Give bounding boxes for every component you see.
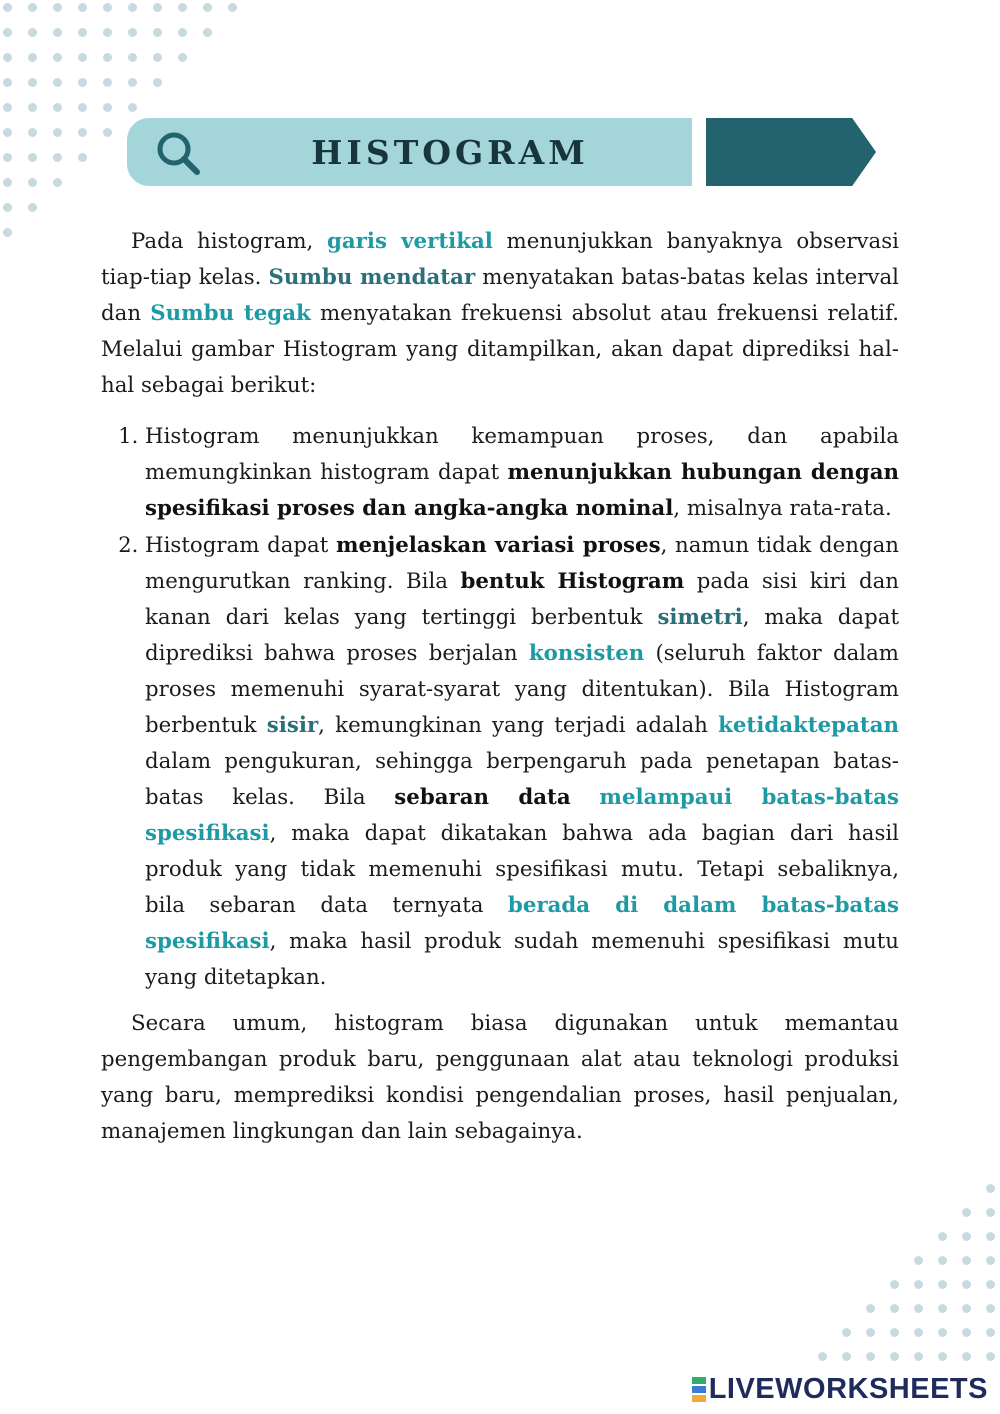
decorative-dot: [938, 1304, 947, 1313]
decorative-dot: [938, 1232, 947, 1241]
decorative-dot: [3, 153, 12, 162]
decorative-dot: [962, 1328, 971, 1337]
bold-term: bentuk Histogram: [460, 569, 685, 594]
decorative-dot: [962, 1232, 971, 1241]
prediction-list: [101, 418, 899, 996]
decorative-dot: [53, 3, 62, 12]
decorative-dot: [103, 53, 112, 62]
decorative-dot: [103, 3, 112, 12]
highlight-term: berada di dalam batas-batas spesifikasi: [145, 893, 899, 954]
decorative-dot: [78, 128, 87, 137]
decorative-dot: [128, 28, 137, 37]
decorative-dot: [78, 53, 87, 62]
decorative-dot: [890, 1328, 899, 1337]
list-item: 1. Histogram menunjukkan kemampuan proses, dan apabila memungkinkan histogram dapat menunjukkan hubungan dengan spesifikasi proses dan angka-angka nominal, misalnya rata-rata.: [145, 418, 899, 527]
decorative-dot: [890, 1304, 899, 1313]
decorative-dot: [962, 1256, 971, 1265]
decorative-dot: [28, 78, 37, 87]
liveworksheets-logo: [692, 1372, 988, 1406]
decorative-dot: [28, 128, 37, 137]
highlight-term: Sumbu mendatar: [268, 265, 476, 290]
decorative-dot: [986, 1328, 995, 1337]
intro-paragraph: Pada histogram, garis vertikal menunjukkan banyaknya observasi tiap-tiap kelas. Sumbu mendatar menyatakan batas-batas kelas interval dan Sumbu tegak menyatakan frekuensi absolut atau frekuensi relatif. Melalui gambar Histogram yang ditampilkan, akan dapat diprediksi hal-hal sebagai berikut:: [101, 229, 899, 398]
decorative-dot: [866, 1328, 875, 1337]
decorative-dot: [28, 53, 37, 62]
decorative-dot: [986, 1184, 995, 1193]
main-content: [101, 224, 899, 1150]
decorative-dot: [203, 3, 212, 12]
decorative-dot: [28, 153, 37, 162]
decorative-dot: [28, 103, 37, 112]
decorative-dot: [78, 103, 87, 112]
highlight-term: konsisten: [528, 641, 645, 666]
decorative-dot: [153, 53, 162, 62]
decorative-dot: [914, 1352, 923, 1361]
page-title: HISTOGRAM: [311, 133, 589, 172]
decorative-dot: [53, 103, 62, 112]
decorative-dot: [78, 28, 87, 37]
logo-mark-icon: [692, 1376, 706, 1403]
decorative-dot: [3, 203, 12, 212]
decorative-dot: [228, 3, 237, 12]
decorative-dot: [3, 78, 12, 87]
decorative-dot: [78, 3, 87, 12]
logo-text: LIVEWORKSHEETS: [708, 1372, 988, 1405]
decorative-dot: [866, 1352, 875, 1361]
closing-paragraph: Secara umum, histogram biasa digunakan untuk memantau pengembangan produk baru, penggunaan alat atau teknologi produksi yang baru, memprediksi kondisi pengendalian proses, hasil penjualan, manajemen lingkungan dan lain sebagainya.: [101, 1011, 899, 1144]
decorative-dot: [153, 78, 162, 87]
decorative-dot: [128, 103, 137, 112]
bold-term: sebaran data: [394, 785, 571, 810]
decorative-dot: [938, 1352, 947, 1361]
decorative-dot: [3, 3, 12, 12]
highlight-term: ketidaktepatan: [718, 713, 899, 738]
decorative-dot: [842, 1352, 851, 1361]
decorative-dot: [986, 1208, 995, 1217]
decorative-dot: [938, 1280, 947, 1289]
decorative-dot: [890, 1352, 899, 1361]
list-item: 2. Histogram dapat menjelaskan variasi proses, namun tidak dengan mengurutkan ranking. Bila bentuk Histogram pada sisi kiri dan kanan dari kelas yang tertinggi berbentuk simetri, maka dapat diprediksi bahwa proses berjalan konsisten (seluruh faktor dalam proses memenuhi syarat-syarat yang ditentukan). Bila Histogram berbentuk sisir, kemungkinan yang terjadi adalah ketidaktepatan dalam pengukuran, sehingga berpengaruh pada penetapan batas-batas kelas. Bila sebaran data melampaui batas-batas spesifikasi, maka dapat dikatakan bahwa ada bagian dari hasil produk yang tidak memenuhi spesifikasi mutu. Tetapi sebaliknya, bila sebaran data ternyata berada di dalam batas-batas spesifikasi, maka hasil produk sudah memenuhi spesifikasi mutu yang ditetapkan.: [145, 527, 899, 996]
highlight-term: Sumbu tegak: [150, 301, 311, 326]
decorative-dot: [866, 1304, 875, 1313]
decorative-dot: [986, 1256, 995, 1265]
decorative-dot: [986, 1352, 995, 1361]
decorative-dot: [962, 1304, 971, 1313]
decorative-dot: [890, 1280, 899, 1289]
decorative-dot: [818, 1352, 827, 1361]
decorative-dot: [3, 128, 12, 137]
decorative-dot: [28, 28, 37, 37]
highlight-term: sisir: [266, 713, 319, 738]
bold-term: menunjukkan hubungan dengan spesifikasi proses dan angka-angka nominal: [145, 460, 899, 521]
decorative-dot: [3, 53, 12, 62]
decorative-dot: [153, 28, 162, 37]
decorative-dot: [914, 1280, 923, 1289]
decorative-dot: [962, 1352, 971, 1361]
decorative-dot: [128, 53, 137, 62]
bold-term: menjelaskan variasi proses: [335, 533, 661, 558]
decorative-dot: [78, 153, 87, 162]
decorative-dot: [914, 1328, 923, 1337]
decorative-dot: [53, 28, 62, 37]
decorative-dot: [203, 28, 212, 37]
decorative-dot: [178, 28, 187, 37]
decorative-dot: [53, 128, 62, 137]
decorative-dot: [962, 1280, 971, 1289]
highlight-term: melampaui batas-batas spesifikasi: [145, 785, 899, 846]
decorative-dot: [842, 1328, 851, 1337]
decorative-dot: [128, 3, 137, 12]
decorative-dot: [986, 1280, 995, 1289]
decorative-dot: [53, 153, 62, 162]
decorative-dot: [28, 203, 37, 212]
decorative-dot: [178, 53, 187, 62]
decorative-dot: [103, 103, 112, 112]
decorative-dot: [78, 78, 87, 87]
decorative-dot: [3, 228, 12, 237]
decorative-dot: [128, 78, 137, 87]
decorative-dot: [986, 1232, 995, 1241]
decorative-dot: [986, 1304, 995, 1313]
title-banner-accent: [706, 118, 876, 186]
decorative-dot: [178, 3, 187, 12]
decorative-dot: [3, 178, 12, 187]
decorative-dot: [53, 78, 62, 87]
highlight-term: garis vertikal: [326, 229, 493, 254]
decorative-dot: [53, 53, 62, 62]
decorative-dot: [53, 178, 62, 187]
decorative-dot: [28, 178, 37, 187]
decorative-dot: [3, 28, 12, 37]
decorative-dot: [103, 78, 112, 87]
decorative-dot: [914, 1256, 923, 1265]
decorative-dot: [962, 1208, 971, 1217]
decorative-dot: [103, 128, 112, 137]
decorative-dot: [103, 28, 112, 37]
decorative-dot: [914, 1304, 923, 1313]
highlight-term: simetri: [657, 605, 743, 630]
decorative-dot: [153, 3, 162, 12]
decorative-dot: [938, 1256, 947, 1265]
search-icon: [155, 130, 201, 176]
decorative-dot: [28, 3, 37, 12]
decorative-dot: [3, 103, 12, 112]
decorative-dot: [938, 1328, 947, 1337]
